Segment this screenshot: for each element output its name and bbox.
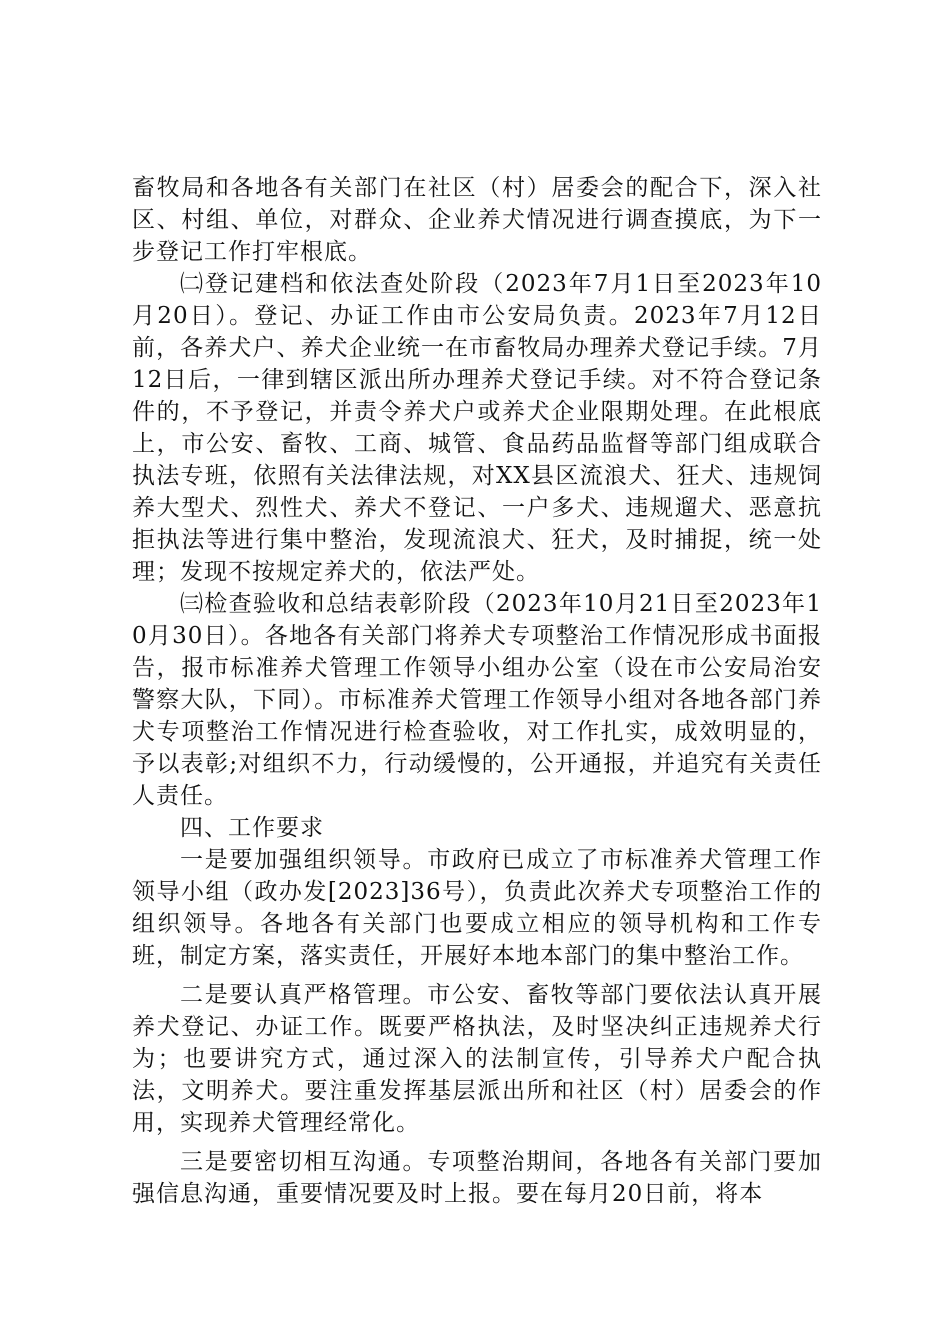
document-body <box>132 172 822 1210</box>
paragraph-requirement-two: 二是要认真严格管理。市公安、畜牧等部门要依法认真开展养犬登记、办证工作。既要严格执法，及时坚决纠正违规养犬行为；也要讲究方式，通过深入的法制宣传，引导养犬户配合执法，文明养犬。要注重发挥基层派出所和社区（村）居委会的作用，实现养犬管理经常化。 <box>132 982 822 1136</box>
section-heading-work-requirements: 四、工作要求 <box>180 815 324 841</box>
paragraph-inspection-stage: ㈢检查验收和总结表彰阶段（2023年10月21日至2023年10月30日）。各地各有关部门将养犬专项整治工作情况形成书面报告，报市标准养犬管理工作领导小组办公室（设在市公安局治安警察大队，下同）。市标准养犬管理工作领导小组对各地各部门养犬专项整治工作情况进行检查验收，对工作扎实，成效明显的，予以表彰;对组织不力，行动缓慢的，公开通报，并追究有关责任人责任。 <box>132 591 822 809</box>
paragraph-requirement-three: 三是要密切相互沟通。专项整治期间，各地各有关部门要加强信息沟通，重要情况要及时上报。要在每月20日前，将本 <box>132 1149 822 1207</box>
paragraph-requirement-one: 一是要加强组织领导。市政府已成立了市标准养犬管理工作领导小组（政办发[2023]36号），负责此次养犬专项整治工作的组织领导。各地各有关部门也要成立相应的领导机构和工作专班，制定方案，落实责任，开展好本地本部门的集中整治工作。 <box>132 847 822 969</box>
paragraph-registration-stage: ㈡登记建档和依法查处阶段（2023年7月1日至2023年10月20日）。登记、办证工作由市公安局负责。2023年7月12日前，各养犬户、养犬企业统一在市畜牧局办理养犬登记手续。7月12日后，一律到辖区派出所办理养犬登记手续。对不符合登记条件的，不予登记，并责令养犬户或养犬企业限期处理。在此根底上，市公安、畜牧、工商、城管、食品药品监督等部门组成联合执法专班，依照有关法律法规，对XX县区流浪犬、狂犬、违规饲养大型犬、烈性犬、养犬不登记、一户多犬、违规遛犬、恶意抗拒执法等进行集中整治，发现流浪犬、狂犬，及时捕捉，统一处理；发现不按规定养犬的，依法严处。 <box>132 271 822 585</box>
paragraph-intro-continuation: 畜牧局和各地各有关部门在社区（村）居委会的配合下，深入社区、村组、单位，对群众、企业养犬情况进行调查摸底，为下一步登记工作打牢根底。 <box>132 175 822 265</box>
